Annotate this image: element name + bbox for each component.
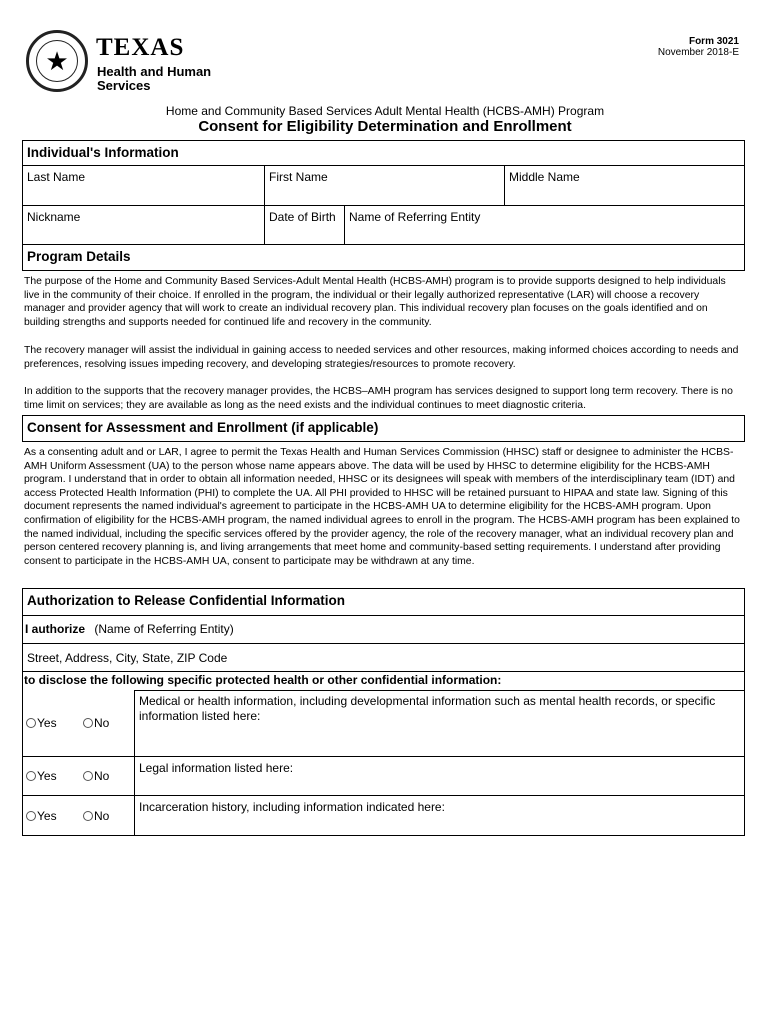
rows-right-border [744,671,745,836]
authorize-row[interactable] [22,615,745,644]
dob-field[interactable] [264,205,345,245]
nickname-field[interactable] [22,205,265,245]
medical-info-text: Medical or health information, including developmental information such as mental health records, or specific information listed here: [139,694,716,723]
address-label: Street, Address, City, State, ZIP Code [27,651,228,665]
agency-subtitle: Health and Human Services [97,64,212,93]
row1-top-line [134,690,745,691]
middle-name-field[interactable] [504,165,745,206]
form-number: Form 3021 [688,36,739,47]
rows-divider [134,690,135,836]
referring-entity-field[interactable] [344,205,745,245]
i-authorize-label: I authorize [25,622,86,636]
radio-icon[interactable] [26,811,36,821]
incarceration-yes-option[interactable]: Yes [26,809,57,823]
rows-bottom-border [22,835,745,836]
address-field[interactable] [22,643,745,672]
incarceration-info-text: Incarceration history, including information indicated here: [139,800,445,814]
radio-icon[interactable] [26,718,36,728]
program-details-header [22,244,745,271]
last-name-label: Last Name [27,170,86,184]
consent-paragraph: As a consenting adult and or LAR, I agree to permit the Texas Health and Human Services Commission (HHSC) staff or designee to administer the HCBS-AMH Uniform Assessment (UA) to the person whose name appears above. The data will be used by HHSC to determine eligibility for the HCBS-AMH program. I understand that in order to obtain all information needed, HHSC or its designees will speak with members of the interdisciplinary team (IDT) and access Protected Health Information (PHI) to complete the UA. All PHI provided to HHSC will be retained pursuant to HIPAA and state law. Signing of this document represents the named individual's agreement to participate in the HCBS-AMH UA to determine eligibility for the HCBS-AMH program. Upon confirmation of eligibility for the HCBS-AMH program, the named individual agrees to enroll in the program. The HCBS-AMH program has been explained to the named individual, including the specific services offered by the provider agency, the role of the recovery manager, what an individual recovery plan and person centered recovery planning is, and living arrangements that meet home and community-based setting requirements. I understand after providing consent to participate in the HCBS-AMH UA, consent to participate may be withdrawn at any time. [24,447,740,567]
first-name-label: First Name [269,170,328,184]
radio-icon[interactable] [83,811,93,821]
radio-icon[interactable] [83,718,93,728]
program-paragraph-3: In addition to the supports that the recovery manager provides, the HCBS–AMH program has services designed to support long term recovery. There is no time limit on services; they are available as long as the need exists and the individual continues to meet diagnostic criteria. [24,386,733,411]
agency-name: TEXAS [96,34,185,61]
row1-bottom-line [22,756,745,757]
texas-seal-logo [26,30,88,92]
row2-bottom-line [22,795,745,796]
dob-label: Date of Birth [269,210,336,224]
authorization-heading: Authorization to Release Confidential Information [27,593,346,608]
individual-info-header [22,140,745,166]
rows-left-border [22,671,23,836]
medical-no-option[interactable]: No [83,716,109,730]
medical-yes-option[interactable]: Yes [26,716,57,730]
referring-entity-label: Name of Referring Entity [349,210,481,224]
program-details-heading: Program Details [27,249,131,264]
program-line: Home and Community Based Services Adult Mental Health (HCBS-AMH) Program [165,104,605,118]
incarceration-no-option[interactable]: No [83,809,109,823]
legal-no-option[interactable]: No [83,769,109,783]
radio-icon[interactable] [26,771,36,781]
last-name-field[interactable] [22,165,265,206]
radio-icon[interactable] [83,771,93,781]
program-paragraph-1: The purpose of the Home and Community Based Services-Adult Mental Health (HCBS-AMH) program is to provide supports designed to help individuals live in the community of their choice. If enrolled in the program, the individual or their legally authorized representative (LAR) will choose a recovery manager and provider agency that will work to create an individual recovery plan. This individual recovery plan focuses on the goals identified and on building strengths and supports needed for continued life and recovery in the community. [24,276,726,328]
first-name-field[interactable] [264,165,505,206]
program-paragraph-2: The recovery manager will assist the individual in gaining access to needed services and other resources, making informed choices according to needs and preferences, resolving issues impeding recovery, and developing strategies/resources to promote recovery. [24,345,739,370]
individual-info-heading: Individual's Information [27,145,179,160]
nickname-label: Nickname [27,210,81,224]
form-date: November 2018-E [657,47,739,58]
authorize-entity-label: (Name of Referring Entity) [94,622,234,636]
consent-header [22,415,745,442]
form-title: Consent for Eligibility Determination and Enrollment [198,118,572,135]
middle-name-label: Middle Name [509,170,580,184]
legal-yes-option[interactable]: Yes [26,769,57,783]
authorization-header [22,588,745,616]
consent-heading: Consent for Assessment and Enrollment (if applicable) [27,420,379,435]
disclose-label: to disclose the following specific protected health or other confidential information: [24,673,502,687]
legal-info-text: Legal information listed here: [139,761,294,775]
star-icon: ★ [36,40,78,82]
